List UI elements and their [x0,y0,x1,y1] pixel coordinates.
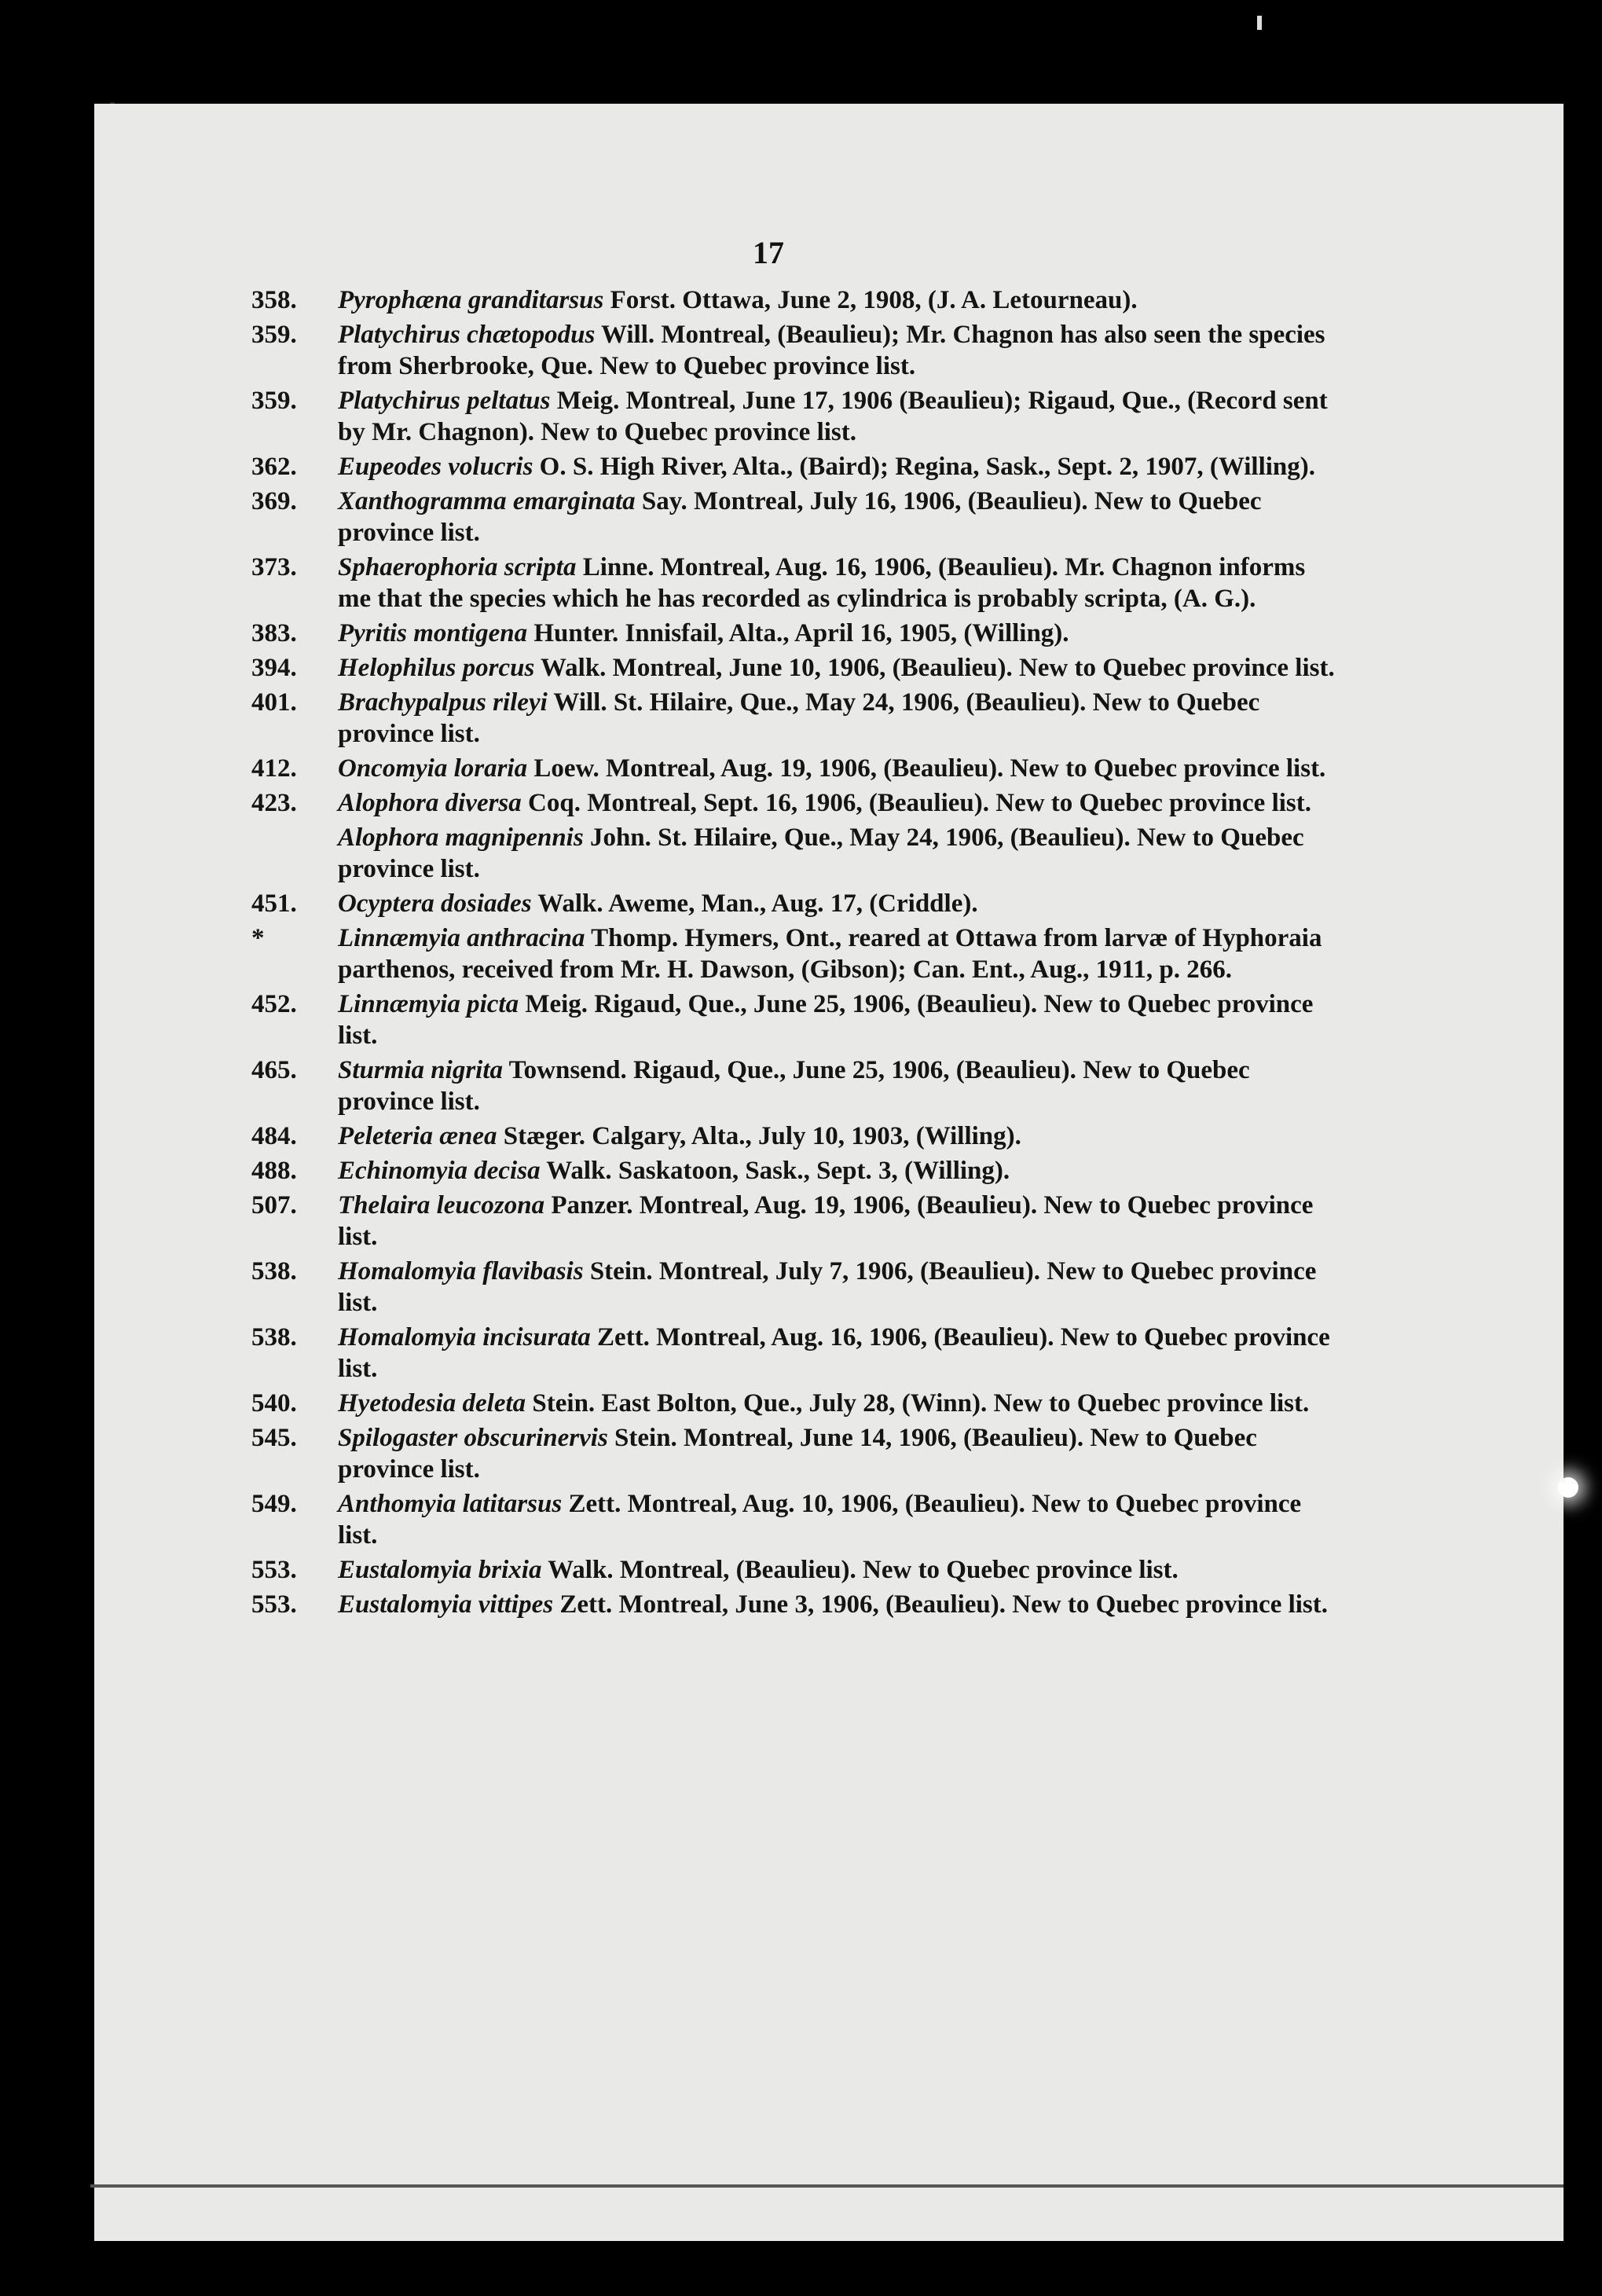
species-name: Eustalomyia vittipes [338,1590,554,1619]
species-record [251,1388,1336,1419]
record-details: Stein. Montreal, June 14, 1906, (Beaulieu). New to Quebec province list. [338,1424,1257,1484]
species-record [251,1256,1336,1319]
record-number: 545. [251,1424,297,1452]
species-record [251,486,1336,548]
species-record [251,1488,1336,1551]
species-name: Alophora magnipennis [338,823,584,852]
species-name: Helophilus porcus [338,654,535,682]
record-number: 507. [251,1191,297,1220]
record-number: 362. [251,453,297,481]
species-record [251,1190,1336,1253]
species-name: Hyetodesia deleta [338,1389,526,1418]
record-number: 359. [251,321,297,349]
record-number: 538. [251,1323,297,1352]
record-number: 412. [251,754,297,783]
species-name: Anthomyia latitarsus [338,1490,563,1518]
species-name: Oncomyia loraria [338,754,528,783]
record-number: 553. [251,1590,297,1619]
record-number: 358. [251,286,297,314]
species-name: Spilogaster obscurinervis [338,1424,608,1452]
record-details: Zett. Montreal, Aug. 16, 1906, (Beaulieu). New to Quebec province list. [338,1323,1330,1383]
species-record [251,385,1336,448]
species-name: Sphaerophoria scripta [338,553,577,581]
record-details: Stein. Montreal, July 7, 1906, (Beaulieu). New to Quebec province list. [338,1257,1317,1317]
record-details: Townsend. Rigaud, Que., June 25, 1906, (Beaulieu). New to Quebec province list. [338,1056,1250,1116]
record-details: Zett. Montreal, June 3, 1906, (Beaulieu). New to Quebec province list. [553,1590,1329,1619]
species-record [251,888,1336,919]
species-record [251,618,1336,649]
record-number: 359. [251,387,297,415]
record-details: Stein. East Bolton, Que., July 28, (Winn). New to Quebec province list. [526,1389,1310,1418]
species-record [251,753,1336,784]
species-record [251,284,1336,316]
record-number: 369. [251,487,297,515]
record-details: Will. Montreal, (Beaulieu); Mr. Chagnon has also seen the species from Sherbrooke, Que. New to Quebec province list. [338,321,1325,380]
species-record [251,319,1336,382]
species-record [251,822,1336,885]
record-details: Thomp. Hymers, Ont., reared at Ottawa from larvæ of Hyphoraia parthenos, received from Mr. H. Dawson, (Gibson); Can. Ent., Aug., 1911, p. 266. [338,924,1322,984]
record-details: Walk. Montreal, June 10, 1906, (Beaulieu). New to Quebec province list. [534,654,1335,682]
species-record [251,652,1336,684]
record-number: 540. [251,1389,297,1418]
record-details: Linne. Montreal, Aug. 16, 1906, (Beaulieu). Mr. Chagnon informs me that the species which he has recorded as cylindrica is probably scripta, (A. G.). [338,553,1306,613]
species-record [251,787,1336,819]
species-name: Linnæmyia anthracina [338,924,585,952]
species-record [251,552,1336,614]
record-number: 553. [251,1556,297,1584]
record-details: John. St. Hilaire, Que., May 24, 1906, (Beaulieu). New to Quebec province list. [338,823,1304,883]
species-name: Alophora diversa [338,789,522,817]
page-number: 17 [753,235,784,270]
species-record [251,1054,1336,1117]
species-name: Homalomyia incisurata [338,1323,591,1352]
record-number: 549. [251,1490,297,1518]
species-name: Platychirus chætopodus [338,321,596,349]
species-name: Linnæmyia picta [338,990,519,1018]
record-details: Panzer. Montreal, Aug. 19, 1906, (Beaulieu). New to Quebec province list. [338,1191,1314,1251]
species-record [251,1155,1336,1187]
record-details: Walk. Aweme, Man., Aug. 17, (Criddle). [531,889,978,918]
record-details: O. S. High River, Alta., (Baird); Regina, Sask., Sept. 2, 1907, (Willing). [533,453,1316,481]
record-details: Say. Montreal, July 16, 1906, (Beaulieu). New to Quebec province list. [338,487,1262,547]
scan-artifact-mark [1257,16,1262,30]
species-record [251,922,1336,985]
species-record [251,988,1336,1051]
record-number: 452. [251,990,297,1018]
record-number: 423. [251,789,297,817]
species-name: Eupeodes volucris [338,453,533,481]
species-name: Pyrophæna granditarsus [338,286,604,314]
species-record [251,1322,1336,1385]
record-details: Meig. Rigaud, Que., June 25, 1906, (Beaulieu). New to Quebec province list. [338,990,1314,1050]
record-details: Coq. Montreal, Sept. 16, 1906, (Beaulieu). New to Quebec province list. [521,789,1311,817]
species-name: Peleteria ænea [338,1122,497,1150]
record-details: Forst. Ottawa, June 2, 1908, (J. A. Letourneau). [603,286,1138,314]
species-name: Pyritis montigena [338,619,528,647]
scan-glare-spot [1558,1477,1578,1498]
species-record [251,1120,1336,1152]
record-number: 488. [251,1157,297,1185]
species-name: Eustalomyia brixia [338,1556,542,1584]
species-name: Homalomyia flavibasis [338,1257,584,1286]
species-record [251,451,1336,482]
record-details: Walk. Montreal, (Beaulieu). New to Quebec province list. [541,1556,1179,1584]
species-name: Brachypalpus rileyi [338,688,548,717]
record-number: 401. [251,688,297,717]
species-record [251,1422,1336,1485]
record-number: * [251,924,265,952]
species-name: Thelaira leucozona [338,1191,545,1220]
species-name: Echinomyia decisa [338,1157,541,1185]
species-record [251,687,1336,750]
record-number: 383. [251,619,297,647]
species-name: Sturmia nigrita [338,1056,504,1084]
species-record [251,1589,1336,1620]
record-details: Loew. Montreal, Aug. 19, 1906, (Beaulieu). New to Quebec province list. [527,754,1326,783]
record-number: 484. [251,1122,297,1150]
species-name: Xanthogramma emarginata [338,487,636,515]
record-number: 451. [251,889,297,918]
record-details: Meig. Montreal, June 17, 1906 (Beaulieu); Rigaud, Que., (Record sent by Mr. Chagnon). New to Quebec province list. [338,387,1328,446]
record-details: Stæger. Calgary, Alta., July 10, 1903, (Willing). [497,1122,1021,1150]
species-record-list [251,284,1336,1623]
page-bottom-edge [90,2184,1564,2188]
species-name: Ocyptera dosiades [338,889,532,918]
record-details: Walk. Saskatoon, Sask., Sept. 3, (Willing). [540,1157,1010,1185]
species-name: Platychirus peltatus [338,387,551,415]
record-number: 538. [251,1257,297,1286]
record-number: 373. [251,553,297,581]
record-details: Zett. Montreal, Aug. 10, 1906, (Beaulieu). New to Quebec province list. [338,1490,1302,1550]
record-details: Will. St. Hilaire, Que., May 24, 1906, (Beaulieu). New to Quebec province list. [338,688,1260,748]
record-number: 465. [251,1056,297,1084]
record-details: Hunter. Innisfail, Alta., April 16, 1905, (Willing). [527,619,1069,647]
species-record [251,1554,1336,1586]
record-number: 394. [251,654,297,682]
